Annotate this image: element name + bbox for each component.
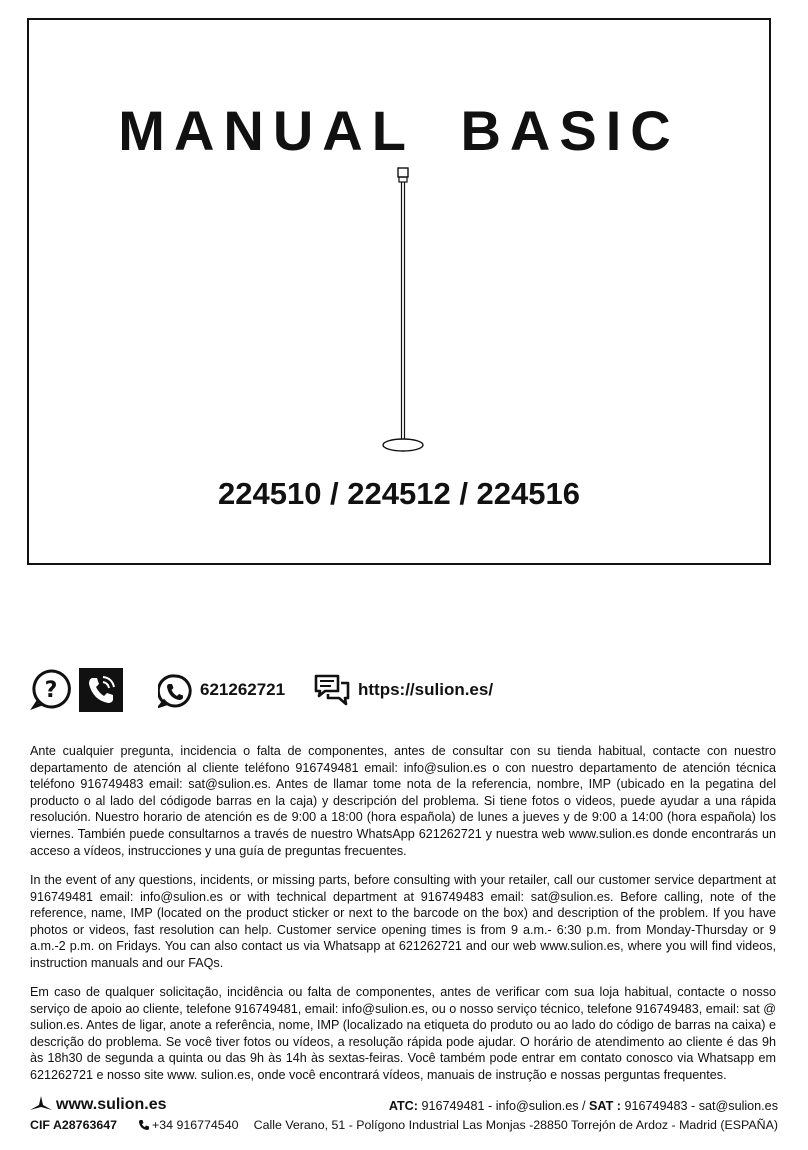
paragraph-english: In the event of any questions, incidents, or missing parts, before consulting with your retailer, call our customer service department at 916749481 email: info@sulion.es or with technical department at 916749483 email: sat@sulion.es. Before calling, note of the reference, name, IMP (located on the product sticker or next to the barcode on the box) and description of the problem. If you have photos or videos, fast resolution can help. Customer service opening times is from 9 a.m.- 6:30 p.m. from Monday-Thursday or 9 a.m.-2 p.m. on Fridays. You can also contact us via Whatsapp at 621262721 and our web www.sulion.es, where you will find videos, instruction manuals and our FAQs. (30, 873, 776, 970)
brand-url[interactable]: www.sulion.es (56, 1096, 167, 1113)
brand (30, 1096, 167, 1114)
question-circle-icon (30, 668, 72, 710)
support-contacts (389, 1099, 778, 1113)
sat-value: 916749483 - sat@sulion.es (620, 1099, 778, 1113)
sat-label: SAT : (589, 1099, 621, 1113)
svg-text:?: ? (44, 678, 58, 703)
footer-top (30, 1096, 778, 1116)
whatsapp-number: 621262721 (200, 680, 286, 699)
manual-title: MANUAL BASIC (118, 99, 680, 162)
chat-bubbles-icon (314, 674, 350, 706)
atc-value: 916749481 - info@sulion.es / (417, 1099, 590, 1113)
paragraph-spanish: Ante cualquier pregunta, incidencia o falta de componentes, antes de consultar con su tienda habitual, contacte con nuestro departamento de atención al cliente teléfono 916749481 email: info@sulion.es o con nuestro departamento de atención técnica teléfono 916749483 email: sat@sulion.es. Antes de llamar tome nota de la referencia, nombre, IMP (ubicado en la pegatina del producto o al lado del códigode barras en la caja) y descripción del problema. Si tiene fotos o videos, puede ayudar a una rápida resolución. Nuestro horario de atención es de 9:00 a 18:00 (hora española) de lunes a jueves y de 9:00 a 14:00 (hora española) los viernes. También puede consultarnos a través de nuestro WhatsApp 621262721 y nuestra web www.sulion.es donde encontrarás un acceso a vídeos, instrucciones y una guía de preguntas frecuentes. (30, 744, 776, 858)
paragraph-portuguese: Em caso de qualquer solicitação, incidência ou falta de componentes, antes de verificar com sua loja habitual, contacte o nosso serviço de apoio ao cliente, telefone 916749481, email: info@sulion.es, ou o nosso serviço técnico, telefone 916749483, email: sat @ sulion.es. Antes de ligar, anote a referência, nome, IMP (localizado na etiqueta do produto ou ao lado do código de barras na caixa) e descrição do problema. Se você tiver fotos ou vídeos, a resolução rápida pode ajudar. O horário de atendimento ao cliente é das 9h às 18h30 de segunda a quinta ou das 9h às 14h às sextas-feiras. Você também pode entrar em contato conosco via Whatsapp em 621262721 e nosso site www. sulion.es, onde você encontrará vídeos, manuais de instrução e nossas perguntas frequentes. (30, 985, 776, 1082)
company-address: Calle Verano, 51 - Polígono Industrial Las Monjas -28850 Torrejón de Ardoz - Madrid (ESPAÑA) (253, 1118, 778, 1132)
sulion-logo-icon (30, 1096, 52, 1112)
phone-call-icon (79, 668, 123, 712)
website-link[interactable]: https://sulion.es/ (358, 680, 494, 699)
phone-icon (138, 1119, 150, 1131)
floor-lamp-illustration (379, 166, 427, 454)
whatsapp-icon (158, 674, 192, 708)
contact-row (30, 668, 790, 714)
company-phone-number: +34 916774540 (152, 1118, 239, 1132)
model-numbers: 224510 / 224512 / 224516 (217, 476, 580, 511)
atc-label: ATC: (388, 1099, 418, 1113)
footer-bottom (30, 1118, 778, 1136)
cover-frame (27, 18, 771, 565)
company-phone (138, 1118, 238, 1132)
cif-number: CIF A28763647 (30, 1118, 118, 1132)
